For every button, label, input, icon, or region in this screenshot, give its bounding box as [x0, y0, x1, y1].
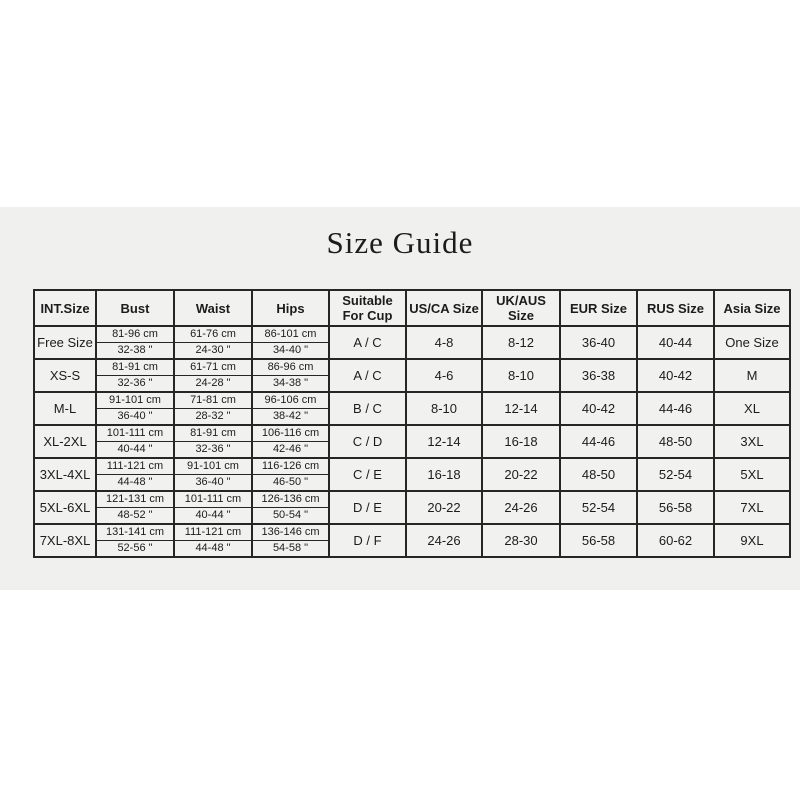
- cell-rus: 40-42: [637, 359, 714, 392]
- cell-waist-cm: 61-76 cm: [174, 326, 252, 343]
- cell-waist-cm: 111-121 cm: [174, 524, 252, 541]
- cell-asia: One Size: [714, 326, 790, 359]
- cell-hips-cm: 116-126 cm: [252, 458, 329, 475]
- cell-eur: 40-42: [560, 392, 637, 425]
- cell-int-size: Free Size: [34, 326, 96, 359]
- cell-asia: 7XL: [714, 491, 790, 524]
- table-row-3-cm: [34, 392, 790, 409]
- cell-hips-cm: 136-146 cm: [252, 524, 329, 541]
- header-hips: Hips: [252, 290, 329, 326]
- cell-eur: 52-54: [560, 491, 637, 524]
- cell-bust-in: 32-38 ": [96, 343, 174, 360]
- size-guide-panel: [0, 207, 800, 590]
- cell-rus: 40-44: [637, 326, 714, 359]
- cell-hips-cm: 86-101 cm: [252, 326, 329, 343]
- cell-bust-cm: 101-111 cm: [96, 425, 174, 442]
- header-bust: Bust: [96, 290, 174, 326]
- cell-bust-cm: 131-141 cm: [96, 524, 174, 541]
- cell-hips-in: 46-50 ": [252, 475, 329, 492]
- header-waist: Waist: [174, 290, 252, 326]
- cell-uk-aus: 8-12: [482, 326, 560, 359]
- cell-asia: 5XL: [714, 458, 790, 491]
- cell-us-ca: 12-14: [406, 425, 482, 458]
- cell-bust-cm: 121-131 cm: [96, 491, 174, 508]
- cell-rus: 56-58: [637, 491, 714, 524]
- cell-hips-cm: 96-106 cm: [252, 392, 329, 409]
- cell-asia: 3XL: [714, 425, 790, 458]
- cell-int-size: 7XL-8XL: [34, 524, 96, 557]
- cell-cup: B / C: [329, 392, 406, 425]
- cell-bust-in: 44-48 ": [96, 475, 174, 492]
- cell-uk-aus: 12-14: [482, 392, 560, 425]
- cell-waist-cm: 101-111 cm: [174, 491, 252, 508]
- cell-waist-cm: 71-81 cm: [174, 392, 252, 409]
- header-uk-aus: UK/AUS Size: [482, 290, 560, 326]
- cell-eur: 56-58: [560, 524, 637, 557]
- cell-rus: 44-46: [637, 392, 714, 425]
- cell-uk-aus: 16-18: [482, 425, 560, 458]
- cell-uk-aus: 24-26: [482, 491, 560, 524]
- cell-asia: M: [714, 359, 790, 392]
- cell-bust-in: 32-36 ": [96, 376, 174, 393]
- cell-eur: 44-46: [560, 425, 637, 458]
- cell-cup: A / C: [329, 326, 406, 359]
- cell-hips-cm: 126-136 cm: [252, 491, 329, 508]
- header-row: [34, 290, 790, 326]
- header-asia: Asia Size: [714, 290, 790, 326]
- cell-waist-in: 40-44 ": [174, 508, 252, 525]
- cell-us-ca: 16-18: [406, 458, 482, 491]
- cell-hips-in: 34-38 ": [252, 376, 329, 393]
- cell-eur: 36-40: [560, 326, 637, 359]
- cell-waist-cm: 61-71 cm: [174, 359, 252, 376]
- cell-rus: 52-54: [637, 458, 714, 491]
- cell-us-ca: 24-26: [406, 524, 482, 557]
- size-table-header: [34, 290, 790, 326]
- cell-asia: 9XL: [714, 524, 790, 557]
- cell-hips-cm: 86-96 cm: [252, 359, 329, 376]
- cell-waist-in: 24-30 ": [174, 343, 252, 360]
- cell-bust-in: 36-40 ": [96, 409, 174, 426]
- cell-int-size: XL-2XL: [34, 425, 96, 458]
- cell-uk-aus: 28-30: [482, 524, 560, 557]
- cell-bust-in: 40-44 ": [96, 442, 174, 459]
- header-eur: EUR Size: [560, 290, 637, 326]
- table-row-5-cm: [34, 458, 790, 475]
- cell-cup: C / D: [329, 425, 406, 458]
- page-title: Size Guide: [326, 225, 474, 260]
- cell-asia: XL: [714, 392, 790, 425]
- cell-hips-in: 38-42 ": [252, 409, 329, 426]
- cell-rus: 60-62: [637, 524, 714, 557]
- cell-waist-in: 36-40 ": [174, 475, 252, 492]
- cell-hips-in: 42-46 ": [252, 442, 329, 459]
- cell-bust-cm: 111-121 cm: [96, 458, 174, 475]
- table-row-6-cm: [34, 491, 790, 508]
- cell-cup: D / E: [329, 491, 406, 524]
- header-us-ca: US/CA Size: [406, 290, 482, 326]
- table-row-7-cm: [34, 524, 790, 541]
- cell-uk-aus: 20-22: [482, 458, 560, 491]
- cell-uk-aus: 8-10: [482, 359, 560, 392]
- cell-waist-in: 24-28 ": [174, 376, 252, 393]
- cell-us-ca: 8-10: [406, 392, 482, 425]
- size-table-body: [34, 326, 790, 557]
- cell-hips-in: 50-54 ": [252, 508, 329, 525]
- size-guide-table: [33, 289, 791, 558]
- cell-hips-in: 54-58 ": [252, 541, 329, 558]
- cell-bust-cm: 81-96 cm: [96, 326, 174, 343]
- table-row-4-cm: [34, 425, 790, 442]
- cell-us-ca: 4-6: [406, 359, 482, 392]
- cell-int-size: XS-S: [34, 359, 96, 392]
- cell-int-size: 3XL-4XL: [34, 458, 96, 491]
- table-row-1-cm: [34, 326, 790, 343]
- cell-cup: C / E: [329, 458, 406, 491]
- cell-bust-cm: 81-91 cm: [96, 359, 174, 376]
- cell-eur: 36-38: [560, 359, 637, 392]
- cell-bust-cm: 91-101 cm: [96, 392, 174, 409]
- cell-waist-cm: 91-101 cm: [174, 458, 252, 475]
- cell-hips-cm: 106-116 cm: [252, 425, 329, 442]
- cell-int-size: M-L: [34, 392, 96, 425]
- cell-us-ca: 20-22: [406, 491, 482, 524]
- cell-us-ca: 4-8: [406, 326, 482, 359]
- cell-waist-cm: 81-91 cm: [174, 425, 252, 442]
- cell-waist-in: 44-48 ": [174, 541, 252, 558]
- cell-cup: D / F: [329, 524, 406, 557]
- cell-waist-in: 28-32 ": [174, 409, 252, 426]
- cell-cup: A / C: [329, 359, 406, 392]
- cell-int-size: 5XL-6XL: [34, 491, 96, 524]
- cell-bust-in: 48-52 ": [96, 508, 174, 525]
- header-int-size: INT.Size: [34, 290, 96, 326]
- cell-hips-in: 34-40 ": [252, 343, 329, 360]
- cell-waist-in: 32-36 ": [174, 442, 252, 459]
- cell-eur: 48-50: [560, 458, 637, 491]
- cell-rus: 48-50: [637, 425, 714, 458]
- header-rus: RUS Size: [637, 290, 714, 326]
- header-cup: Suitable For Cup: [329, 290, 406, 326]
- cell-bust-in: 52-56 ": [96, 541, 174, 558]
- table-row-2-cm: [34, 359, 790, 376]
